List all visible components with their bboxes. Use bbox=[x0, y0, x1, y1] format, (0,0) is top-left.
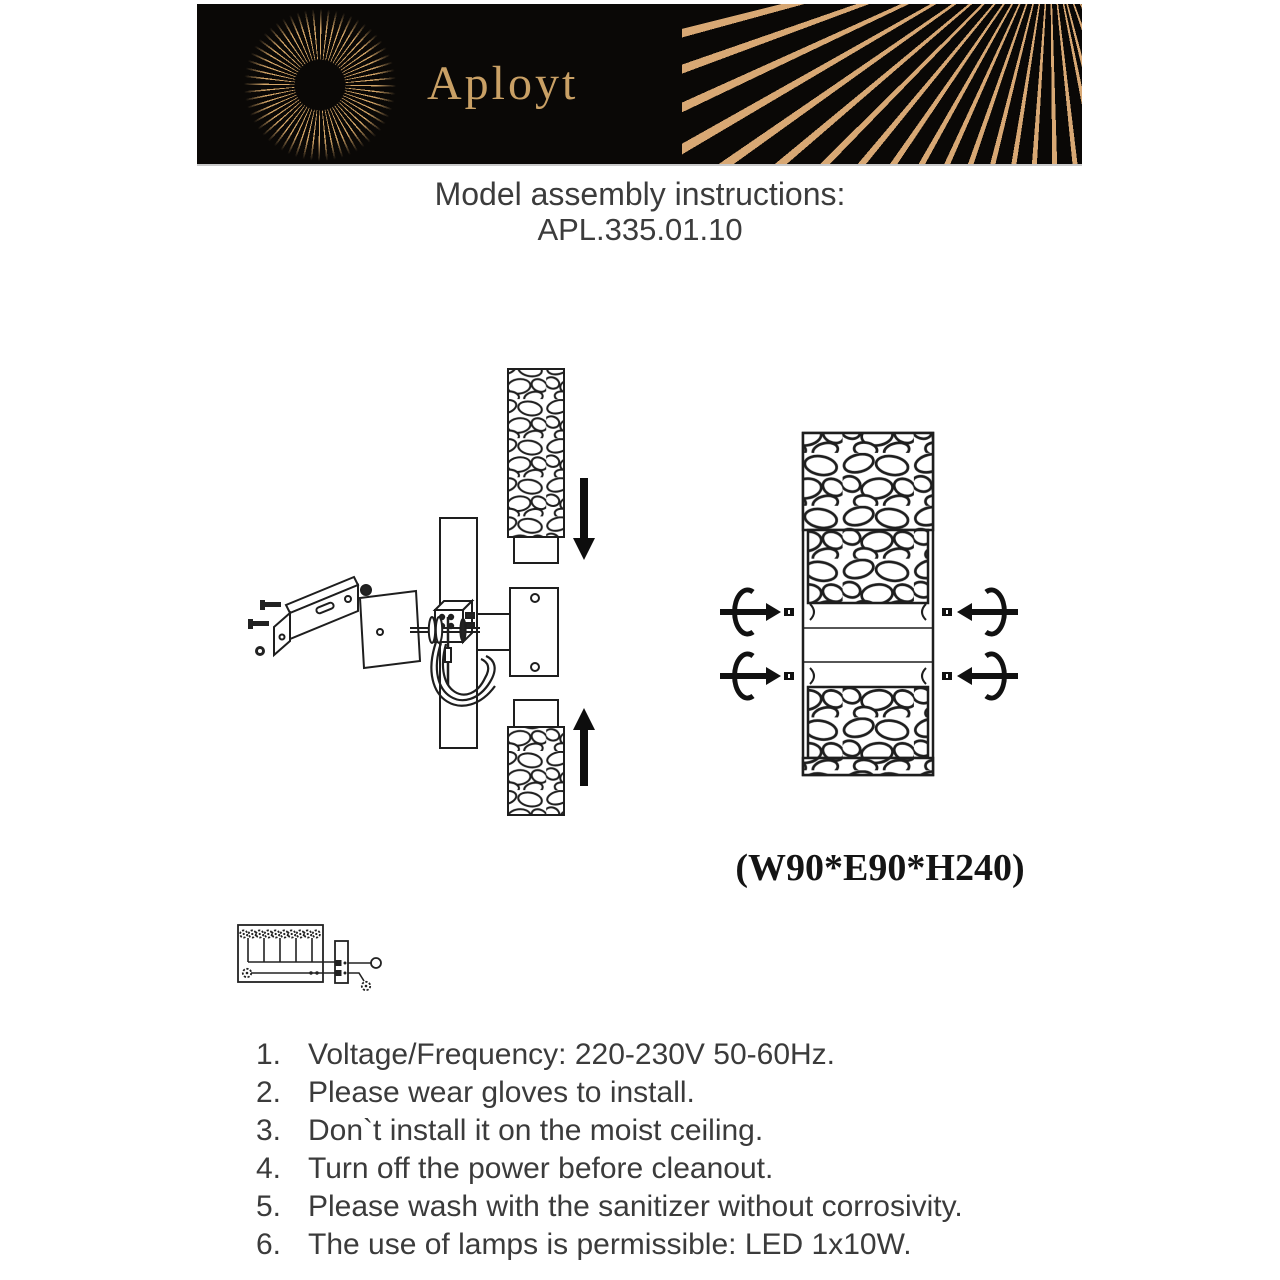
instruction-number: 5. bbox=[256, 1190, 282, 1223]
instruction-number: 6. bbox=[256, 1228, 282, 1261]
instruction-text: Please wear gloves to install. bbox=[308, 1076, 695, 1109]
instruction-item bbox=[256, 1112, 1066, 1150]
output-terminal bbox=[371, 958, 381, 968]
mounting-bracket bbox=[274, 577, 358, 655]
model-code: APL.335.01.10 bbox=[537, 212, 743, 247]
wiring-diagram bbox=[225, 918, 395, 1003]
instruction-item bbox=[256, 1226, 1066, 1264]
wall-plate bbox=[360, 585, 420, 668]
arrow-up-icon bbox=[573, 708, 595, 786]
instruction-text: Voltage/Frequency: 220-230V 50-60Hz. bbox=[308, 1038, 836, 1071]
instruction-item bbox=[256, 1036, 1066, 1074]
sunburst-logo-icon bbox=[242, 7, 398, 163]
instruction-item bbox=[256, 1188, 1066, 1226]
instructions-list bbox=[256, 1036, 1066, 1264]
corner-rays-decoration bbox=[682, 4, 1082, 164]
instruction-number: 2. bbox=[256, 1076, 282, 1109]
front-view-diagram bbox=[700, 400, 1040, 790]
mounting-arm bbox=[477, 614, 510, 650]
instruction-number: 3. bbox=[256, 1114, 282, 1147]
page-title: Model assembly instructions: bbox=[434, 176, 846, 212]
arrow-down-icon bbox=[573, 478, 595, 560]
instruction-text: Don`t install it on the moist ceiling. bbox=[308, 1114, 764, 1147]
instruction-number: 4. bbox=[256, 1152, 282, 1185]
brand-banner bbox=[197, 4, 1082, 164]
instruction-text: The use of lamps is permissible: LED 1x10W. bbox=[308, 1228, 912, 1261]
exploded-assembly-diagram bbox=[230, 360, 630, 830]
instruction-item bbox=[256, 1150, 1066, 1188]
dimensions-label: (W90*E90*H240) bbox=[735, 847, 1025, 889]
instruction-text: Turn off the power before cleanout. bbox=[308, 1152, 774, 1185]
wiring-lines bbox=[248, 938, 371, 981]
brand-name: Aployt bbox=[427, 57, 579, 110]
bottom-shade bbox=[508, 700, 564, 815]
instruction-number: 1. bbox=[256, 1038, 282, 1071]
sconce-body bbox=[803, 433, 933, 775]
top-shade bbox=[508, 369, 564, 563]
center-body bbox=[510, 588, 558, 676]
instruction-item bbox=[256, 1074, 1066, 1112]
instruction-text: Please wash with the sanitizer without corrosivity. bbox=[308, 1190, 963, 1223]
title-block bbox=[0, 176, 1280, 247]
